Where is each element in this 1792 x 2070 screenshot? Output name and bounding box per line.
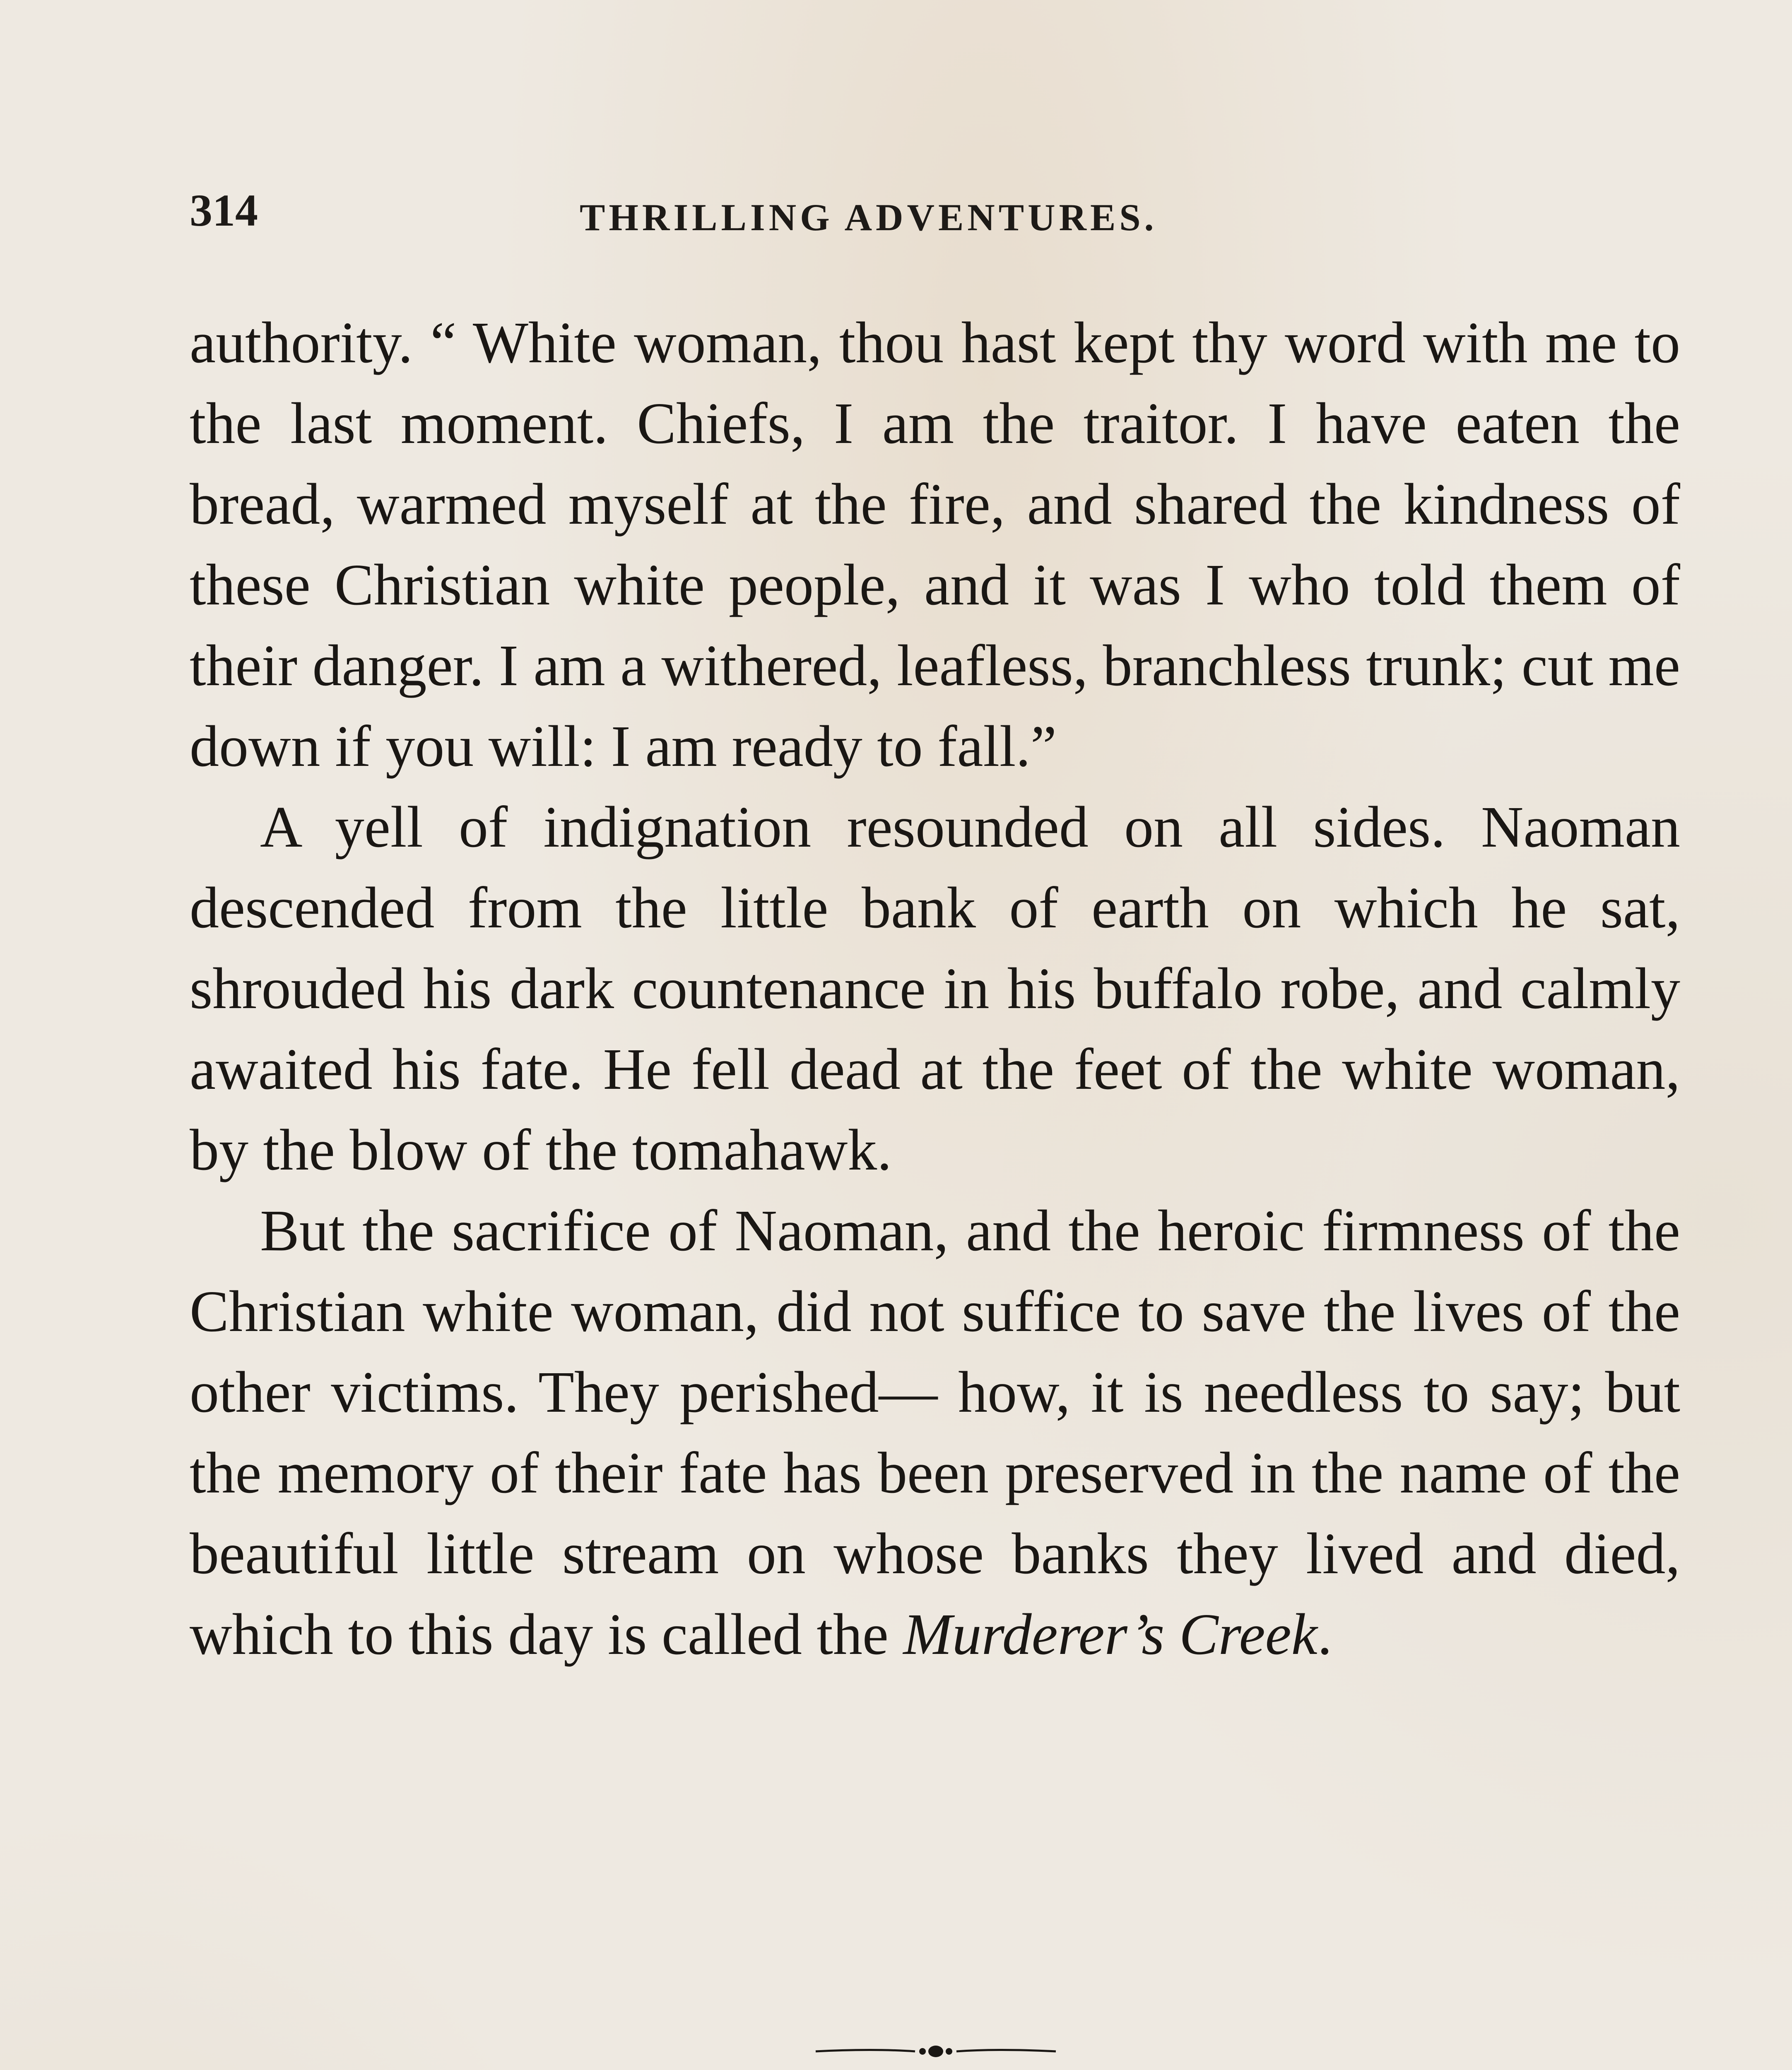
main-text	[190, 302, 1680, 1675]
paragraph-3	[190, 1190, 1680, 1675]
section-divider-ornament-icon	[812, 2041, 1060, 2062]
paragraph-1: authority. “ White woman, thou hast kept thy word with me to the last moment. Chiefs, I am the traitor. I have eaten the bread, warmed myself at the fire, and shared the kindness of these Christian white people, and it was I who told them of their danger. I am a withered, leafless, branchless trunk; cut me down if you will: I am ready to fall.”	[190, 310, 1680, 779]
page-number: 314	[190, 185, 258, 236]
running-title: THRILLING ADVENTURES.	[580, 196, 1158, 238]
paragraph-2: A yell of indignation resounded on all sides. Naoman descended from the little bank of earth on which he sat, shrouded his dark countenance in his buffalo robe, and calmly awaited his fate. He fell dead at the feet of the white woman, by the blow of the tomahawk.	[190, 794, 1680, 1182]
creek-end: .	[1317, 1601, 1332, 1667]
creek-name: Murderer’s Creek	[903, 1601, 1318, 1667]
paragraph-3-text: But the sacrifice of Naoman, and the heroic firmness of the Christian white woman, did not suffice to save the lives of the other victims. They perished— how, it is needless to say; but the memory of their fate has been preserved in the name of the beautiful little stream on whose banks they lived and died, which to this day is called the	[190, 1198, 1680, 1667]
